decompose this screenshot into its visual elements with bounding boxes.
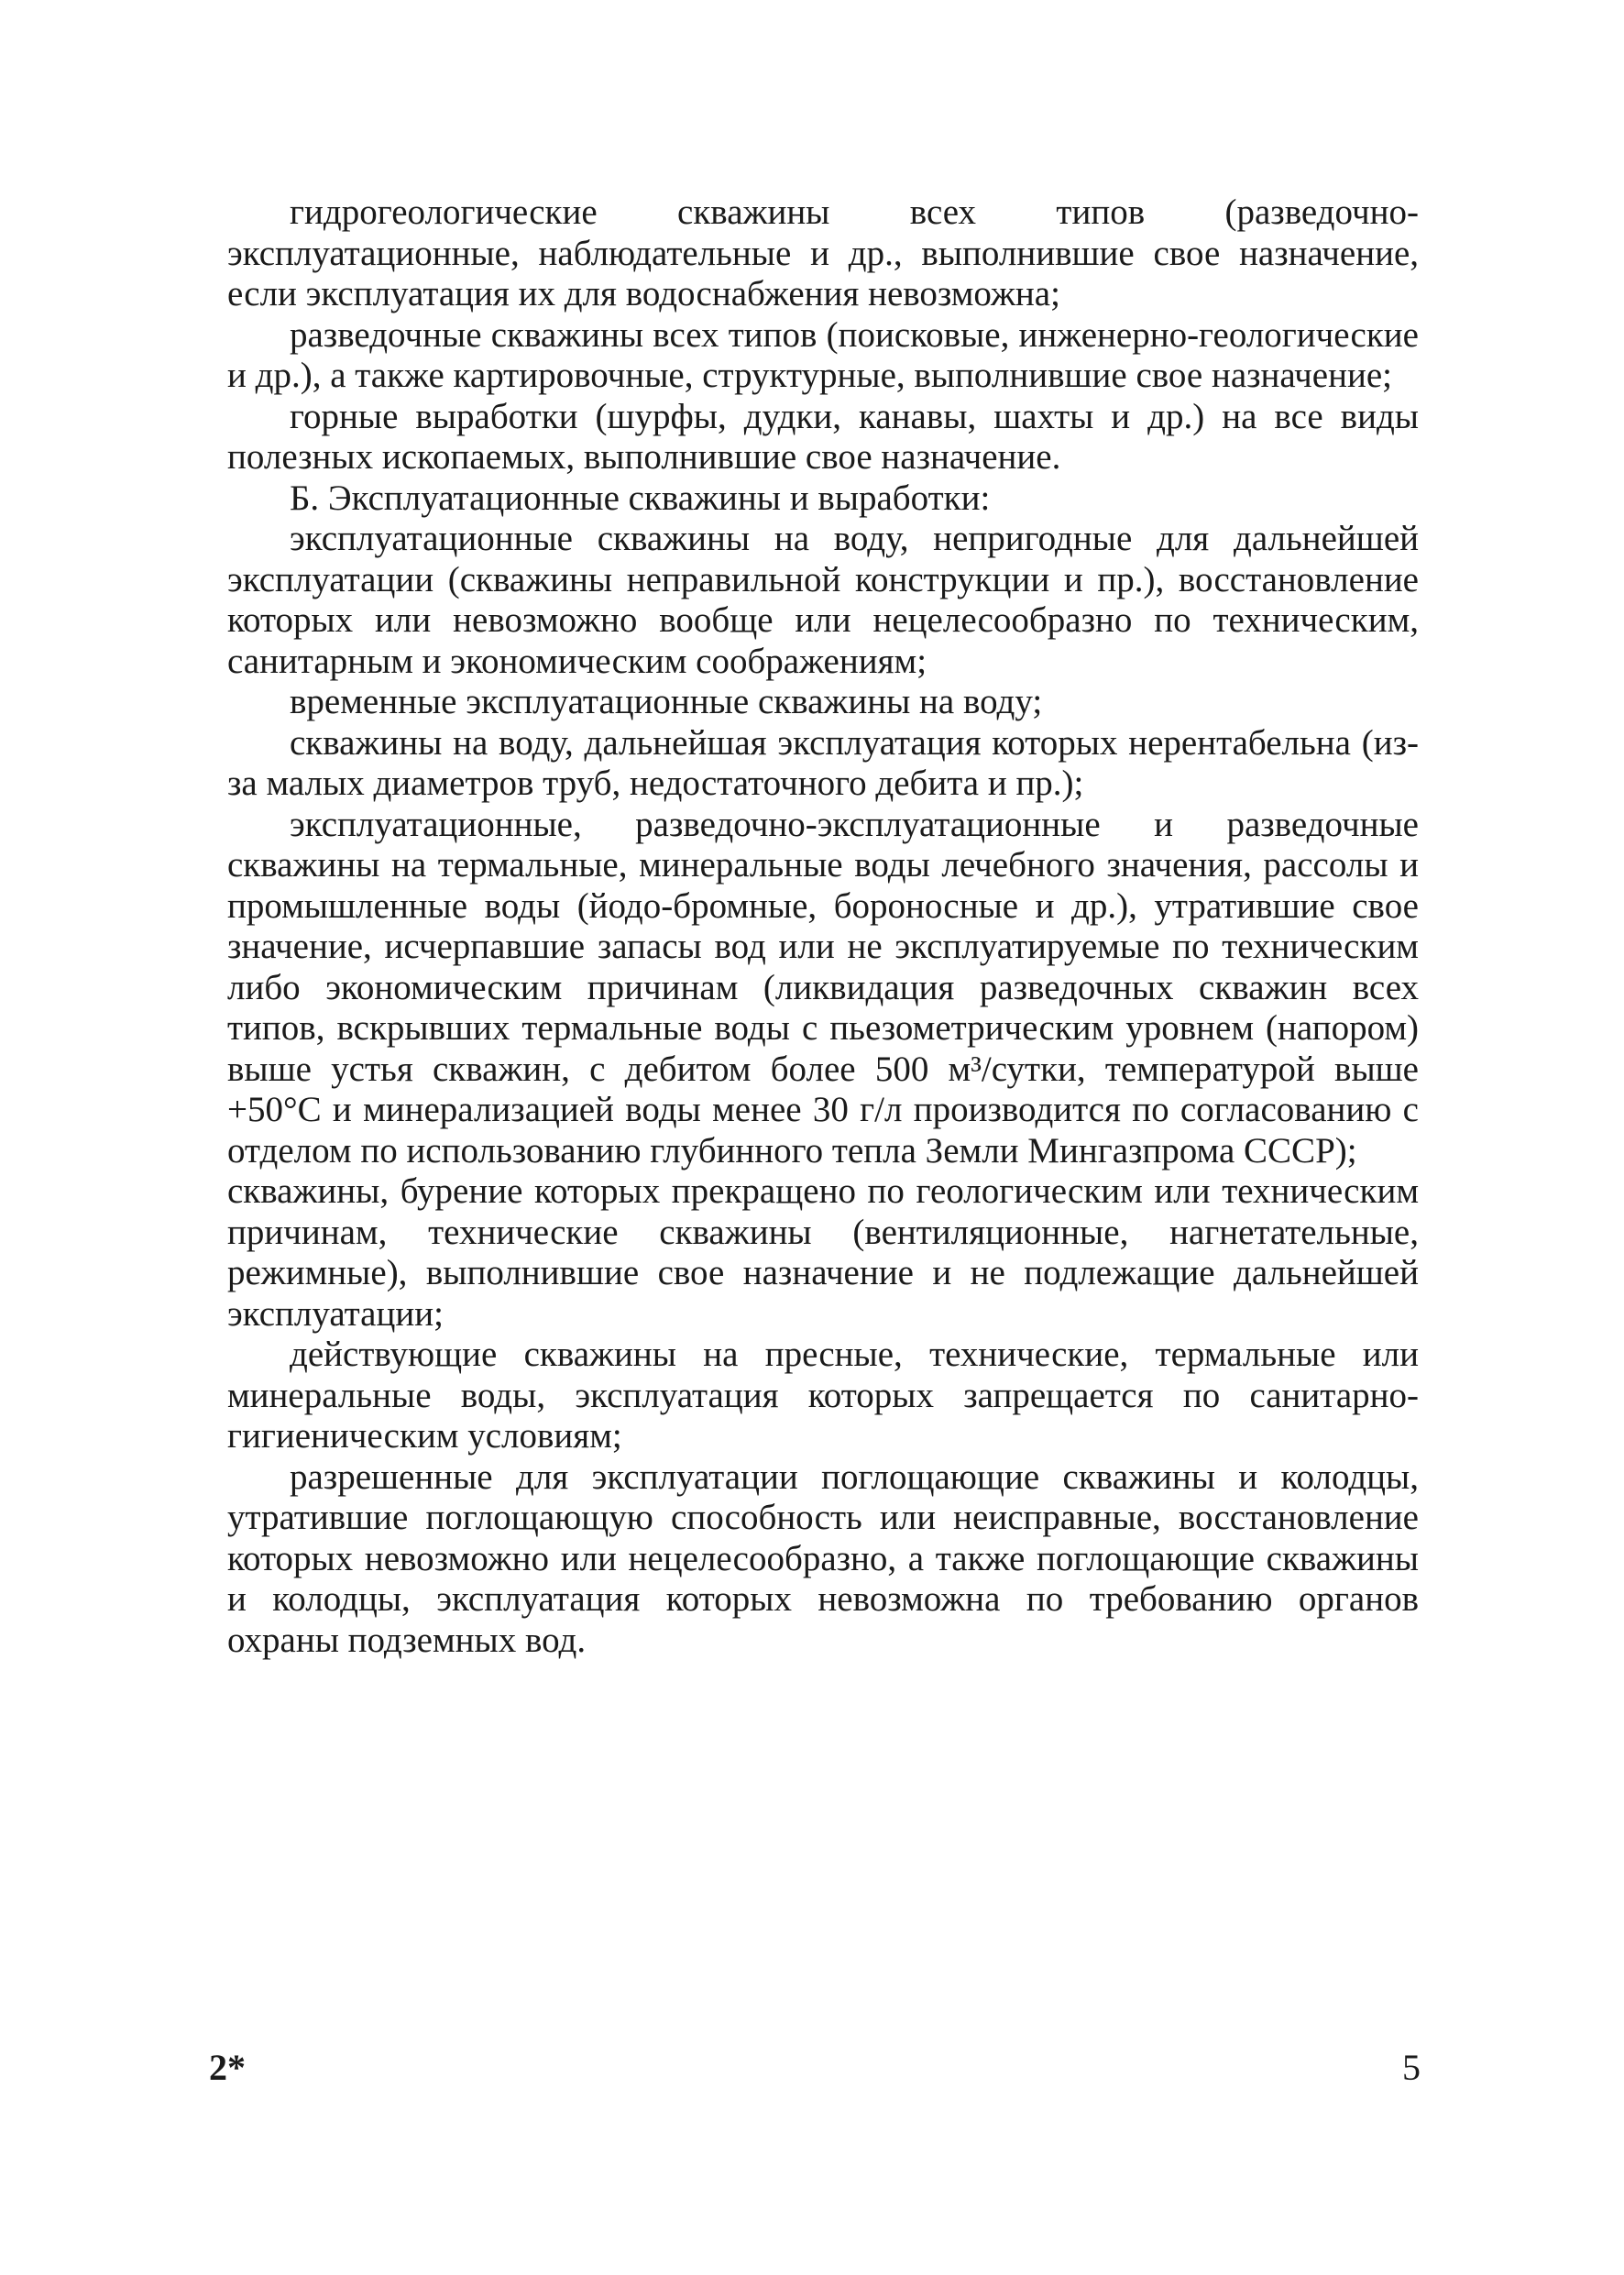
paragraph-exploration-wells: разведочные скважины всех типов (поисковые, инженерно-геологические и др.), а также картировочные, структурные, выполнившие свое назначение;	[227, 314, 1419, 395]
page-footer	[209, 2046, 1421, 2092]
paragraph-unprofitable-wells: скважины на воду, дальнейшая эксплуатация которых нерентабельна (из-за малых диаметров труб, недостаточного дебита и пр.);	[227, 722, 1419, 803]
body-text	[227, 192, 1419, 1661]
paragraph-stopped-drilling: скважины, бурение которых прекращено по геологическим или техническим причинам, технические скважины (вентиляционные, нагнетательные, режимные), выполнившие свое назначение и не подлежащие дальнейшей эксплуатации;	[227, 1171, 1419, 1334]
paragraph-unfit-water-wells: эксплуатационные скважины на воду, непригодные для дальнейшей эксплуатации (скважины неправильной конструкции и пр.), восстановление которых или невозможно вообще или нецелесообразно по техническим, санитарным и экономическим соображениям;	[227, 519, 1419, 681]
page-number: 5	[1402, 2047, 1421, 2088]
section-heading-b: Б. Эксплуатационные скважины и выработки:	[290, 478, 991, 518]
paragraph-thermal-mineral-wells: эксплуатационные, разведочно-эксплуатационные и разведочные скважины на термальные, минеральные воды лечебного значения, рассолы и промышленные воды (йодо-бромные, бороносные и др.), утратившие свое значение, исчерпавшие запасы вод или не эксплуатируемые по техническим либо экономическим причинам (ликвидация разведочных скважин всех типов, вскрывших термальные воды с пьезометрическим уровнем (напором) выше устья скважин, с дебитом более 500 м³/сутки, температурой выше +50°С и минерализацией воды менее 30 г/л производится по согласованию с отделом по использованию глубинного тепла Земли Мингазпрома СССР);	[227, 804, 1419, 1170]
paragraph-prohibited-wells: действующие скважины на пресные, технические, термальные или минеральные воды, эксплуатация которых запрещается по санитарно-гигиеническим условиям;	[227, 1335, 1419, 1456]
paragraph-hydrogeological-wells: гидрогеологические скважины всех типов (разведочно-эксплуатационные, наблюдательные и др., выполнившие свое назначение, если эксплуатация их для водоснабжения невозможна;	[227, 192, 1419, 313]
paragraph-absorbing-wells: разрешенные для эксплуатации поглощающие скважины и колодцы, утратившие поглощающую способность или неисправные, восстановление которых невозможно или нецелесообразно, а также поглощающие скважины и колодцы, эксплуатация которых невозможна по требованию органов охраны подземных вод.	[227, 1456, 1419, 1660]
paragraph-temporary-wells: временные эксплуатационные скважины на воду;	[290, 682, 1043, 721]
paragraph-mine-workings: горные выработки (шурфы, дудки, канавы, шахты и др.) на все виды полезных ископаемых, выполнившие свое назначение.	[227, 396, 1419, 477]
printer-signature-mark: 2*	[209, 2047, 246, 2088]
